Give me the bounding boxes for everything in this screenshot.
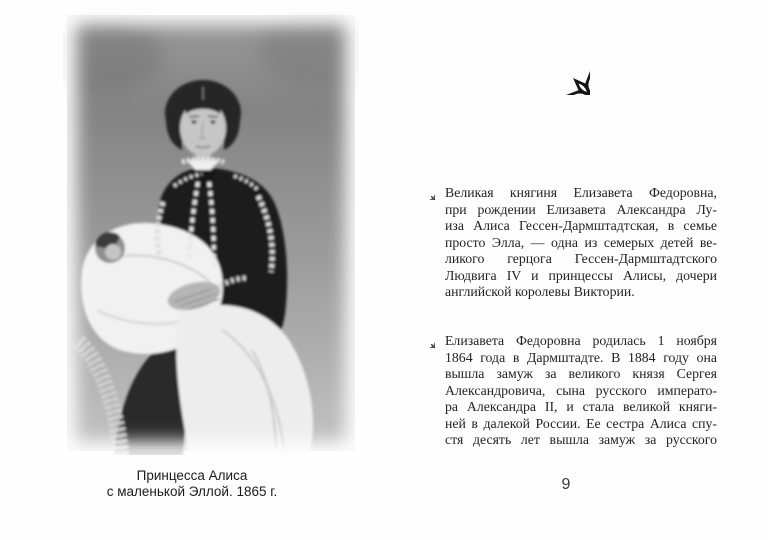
flower-bullet-icon [423, 336, 435, 348]
text-line: Великая княгиня Елизавета Федоровна, [445, 185, 717, 200]
text-line: 1864 года в Дармштадте. В 1884 году она [445, 349, 717, 365]
text-line: Александровича, сына русского императо- [445, 382, 717, 398]
star-rosette-ornament-icon [542, 47, 590, 95]
text-line: Елизавета Федоровна родилась 1 ноября [445, 333, 717, 348]
text-line: стя десять лет вышла замуж за русского [445, 432, 717, 447]
page-number: 9 [561, 476, 571, 493]
text-line: ликого герцога Гессен-Дармштадтского [445, 251, 717, 266]
photo-caption [40, 468, 344, 499]
paragraph-1 [445, 185, 717, 301]
text-line: английской королевы Виктории. [445, 284, 635, 299]
portrait-photo-image [62, 10, 360, 456]
paragraph-2 [445, 333, 717, 449]
text-line: ра Александра II, и стала великой княги- [445, 399, 717, 414]
photo-caption-line-2: с маленькой Эллой. 1865 г. [106, 483, 278, 499]
text-line: при рождении Елизавета Александра Лу- [445, 201, 717, 217]
portrait-photo [62, 10, 360, 456]
text-line: просто Элла, — одна из семерых детей ве- [445, 234, 717, 250]
photo-caption-line-1: Принцесса Алиса [136, 468, 248, 483]
text-line: иза Алиса Гессен-Дармштадтская, в семье [445, 218, 717, 233]
text-line: вышла замуж за великого князя Сергея [445, 366, 717, 381]
text-line: ней в далекой России. Ее сестра Алиса спу- [445, 415, 717, 431]
flower-bullet-icon [423, 188, 435, 200]
text-line: Людвига IV и принцессы Алисы, дочери [445, 267, 717, 283]
